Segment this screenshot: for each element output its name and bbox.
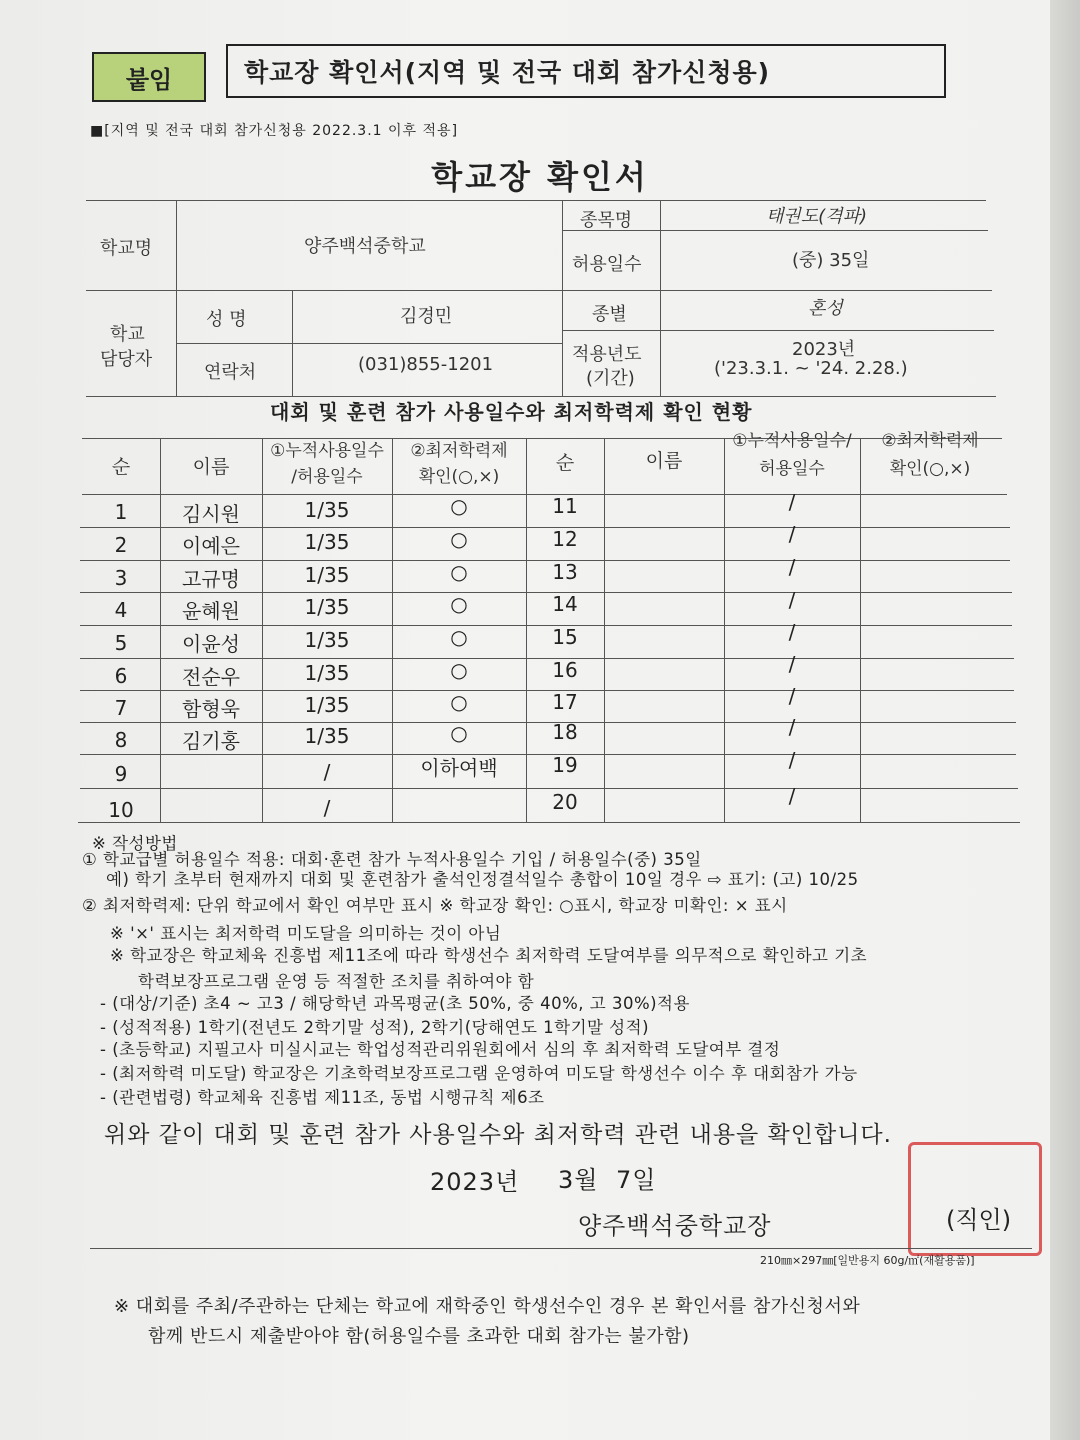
row-name: 김시원 bbox=[182, 502, 240, 526]
row-no: 8 bbox=[114, 728, 128, 752]
row-name: 김기홍 bbox=[182, 729, 240, 753]
header-days-left-1: ①누적사용일수 bbox=[270, 441, 384, 461]
row-check: ○ bbox=[450, 560, 468, 584]
name-label: 성 명 bbox=[206, 309, 247, 330]
row-days-right: / bbox=[788, 748, 796, 772]
header-days-left-2: /허용일수 bbox=[291, 467, 363, 487]
note-line: - (대상/기준) 초4 ~ 고3 / 해당학년 과목평균(초 50%, 중 40%, 고 30%)적용 bbox=[100, 994, 690, 1013]
header-name-right: 이름 bbox=[645, 450, 683, 472]
note-line: - (관련법령) 학교체육 진흥법 제11조, 동법 시행규칙 제6조 bbox=[100, 1088, 545, 1107]
row-no-right: 12 bbox=[552, 527, 578, 551]
contact-label: 연락처 bbox=[204, 362, 257, 383]
header-name-left: 이름 bbox=[192, 456, 230, 478]
footer-note-2: 함께 반드시 제출받아야 함(허용일수를 초과한 대회 참가는 불가함) bbox=[148, 1326, 690, 1347]
confirm-statement: 위와 같이 대회 및 훈련 참가 사용일수와 최저학력 관련 내용을 확인합니다. bbox=[104, 1122, 892, 1148]
row-days: 1/35 bbox=[304, 595, 350, 619]
row-days-right: / bbox=[788, 588, 796, 612]
paper-edge bbox=[1050, 0, 1080, 1440]
official-seal bbox=[908, 1142, 1042, 1256]
header-no-left: 순 bbox=[111, 456, 131, 478]
row-days-right: / bbox=[788, 620, 796, 644]
row-days-right: / bbox=[788, 784, 796, 808]
row-days: 1/35 bbox=[304, 724, 350, 748]
year-label-2: (기간) bbox=[586, 368, 635, 389]
attachment-tag: 붙임 bbox=[92, 52, 206, 102]
note-line: - (초등학교) 지필고사 미실시교는 학업성적관리위원회에서 심의 후 최저학력 도달여부 결정 bbox=[100, 1040, 781, 1059]
row-no: 6 bbox=[114, 664, 128, 688]
row-no-right: 14 bbox=[552, 592, 578, 616]
note-line: ※ '×' 표시는 최저학력 미도달을 의미하는 것이 아님 bbox=[110, 924, 502, 943]
row-check-blank-note: 이하여백 bbox=[420, 756, 498, 780]
row-check: ○ bbox=[450, 527, 468, 551]
seal-label: (직인) bbox=[946, 1206, 1012, 1234]
row-no-right: 13 bbox=[552, 560, 578, 584]
row-days-right: / bbox=[788, 490, 796, 514]
header-check-right-1: ②최저학력제 bbox=[881, 431, 979, 451]
note-line: 학력보장프로그램 운영 등 적절한 조치를 취하여야 함 bbox=[138, 972, 535, 991]
footer-note-1: ※ 대회를 주최/주관하는 단체는 학교에 재학중인 학생선수인 경우 본 확인서를 참가신청서와 bbox=[114, 1296, 861, 1317]
note-line: ② 최저학력제: 단위 학교에서 확인 여부만 표시 ※ 학교장 확인: ○표시, 학교장 미확인: × 표시 bbox=[82, 896, 788, 915]
row-days-right: / bbox=[788, 555, 796, 579]
row-no-right: 18 bbox=[552, 720, 578, 744]
note-heading: ※ 작성방법 bbox=[92, 834, 178, 853]
row-days: 1/35 bbox=[304, 693, 350, 717]
event-value: 태권도(격파) bbox=[766, 206, 867, 227]
name-value: 김경민 bbox=[400, 306, 453, 327]
header-no-right: 순 bbox=[555, 452, 575, 474]
contact-value: (031)855-1201 bbox=[358, 354, 494, 375]
row-name: 이예은 bbox=[182, 534, 240, 558]
header-days-right-1: ①누적사용일수/ bbox=[732, 431, 852, 451]
row-no: 1 bbox=[114, 500, 128, 524]
row-no: 7 bbox=[114, 696, 128, 720]
days-value: (중) 35일 bbox=[792, 250, 870, 271]
year-label-1: 적용년도 bbox=[572, 344, 642, 365]
signer: 양주백석중학교장 bbox=[578, 1212, 772, 1240]
confirm-month: 3월 bbox=[558, 1166, 599, 1194]
row-no: 9 bbox=[114, 762, 128, 786]
row-days: 1/35 bbox=[304, 530, 350, 554]
row-days: 1/35 bbox=[304, 628, 350, 652]
school-value: 양주백석중학교 bbox=[304, 236, 426, 257]
row-no-right: 20 bbox=[552, 790, 578, 814]
row-check: ○ bbox=[450, 592, 468, 616]
event-label: 종목명 bbox=[580, 210, 633, 231]
row-name: 이윤성 bbox=[182, 632, 240, 656]
row-days-right: / bbox=[788, 715, 796, 739]
manager-label-2: 담당자 bbox=[100, 349, 153, 370]
note-line: - (성적적용) 1학기(전년도 2학기말 성적), 2학기(당해연도 1학기말 성적) bbox=[100, 1018, 650, 1037]
row-check: ○ bbox=[450, 690, 468, 714]
header-check-left-2: 확인(○,×) bbox=[418, 467, 500, 487]
row-no-right: 11 bbox=[552, 494, 578, 518]
row-check: ○ bbox=[450, 625, 468, 649]
paper-spec: 210㎜×297㎜[일반용지 60g/㎡(재활용품)] bbox=[760, 1254, 975, 1267]
row-no: 10 bbox=[108, 798, 134, 822]
days-label: 허용일수 bbox=[572, 254, 642, 275]
row-check: ○ bbox=[450, 494, 468, 518]
header-title-box bbox=[226, 44, 946, 98]
row-name: 윤혜원 bbox=[182, 599, 240, 623]
row-no-right: 17 bbox=[552, 690, 578, 714]
row-check: ○ bbox=[450, 658, 468, 682]
section-title: 대회 및 훈련 참가 사용일수와 최저학력제 확인 현황 bbox=[270, 400, 753, 424]
row-days-right: / bbox=[788, 684, 796, 708]
row-no-right: 16 bbox=[552, 658, 578, 682]
note-line: ① 학교급별 허용일수 적용: 대회·훈련 참가 누적사용일수 기입 / 허용일수(중) 35일 bbox=[82, 850, 702, 869]
row-no: 3 bbox=[114, 566, 128, 590]
manager-label-1: 학교 bbox=[110, 324, 145, 345]
row-days: / bbox=[323, 760, 331, 784]
gender-label: 종별 bbox=[592, 304, 627, 325]
note-line: - (최저학력 미도달) 학교장은 기초학력보장프로그램 운영하여 미도달 학생선수 이수 후 대회참가 가능 bbox=[100, 1064, 858, 1083]
row-check: ○ bbox=[450, 721, 468, 745]
year-value-1: 2023년 bbox=[792, 339, 856, 360]
sub-note: ■[지역 및 전국 대회 참가신청용 2022.3.1 이후 적용] bbox=[90, 123, 459, 139]
gender-value: 혼성 bbox=[808, 298, 843, 319]
header-days-right-2: 허용일수 bbox=[759, 459, 825, 479]
row-no-right: 15 bbox=[552, 625, 578, 649]
confirm-year: 2023년 bbox=[430, 1168, 520, 1196]
header-check-left-1: ②최저학력제 bbox=[410, 441, 508, 461]
row-days: 1/35 bbox=[304, 498, 350, 522]
note-line: ※ 학교장은 학교체육 진흥법 제11조에 따라 학생선수 최저학력 도달여부를 의무적으로 확인하고 기초 bbox=[110, 946, 868, 965]
page-title: 학교장 확인서 bbox=[431, 158, 649, 196]
confirm-day: 7일 bbox=[616, 1166, 657, 1194]
note-line: 예) 학기 초부터 현재까지 대회 및 훈련참가 출석인정결석일수 총합이 10일 경우 ⇨ 표기: (고) 10/25 bbox=[106, 870, 859, 889]
row-no: 2 bbox=[114, 533, 128, 557]
row-days-right: / bbox=[788, 522, 796, 546]
row-days-right: / bbox=[788, 652, 796, 676]
row-name: 전순우 bbox=[182, 665, 240, 689]
row-days: / bbox=[323, 796, 331, 820]
row-days: 1/35 bbox=[304, 563, 350, 587]
row-name: 함형욱 bbox=[182, 697, 240, 721]
row-days: 1/35 bbox=[304, 661, 350, 685]
row-no: 4 bbox=[114, 598, 128, 622]
row-no: 5 bbox=[114, 631, 128, 655]
school-label: 학교명 bbox=[100, 238, 153, 259]
row-name: 고규명 bbox=[182, 567, 240, 591]
year-value-2: ('23.3.1. ~ '24. 2.28.) bbox=[714, 358, 908, 379]
header-check-right-2: 확인(○,×) bbox=[889, 459, 971, 479]
row-no-right: 19 bbox=[552, 753, 578, 777]
header-title: 학교장 확인서(지역 및 전국 대회 참가신청용) bbox=[244, 58, 771, 87]
